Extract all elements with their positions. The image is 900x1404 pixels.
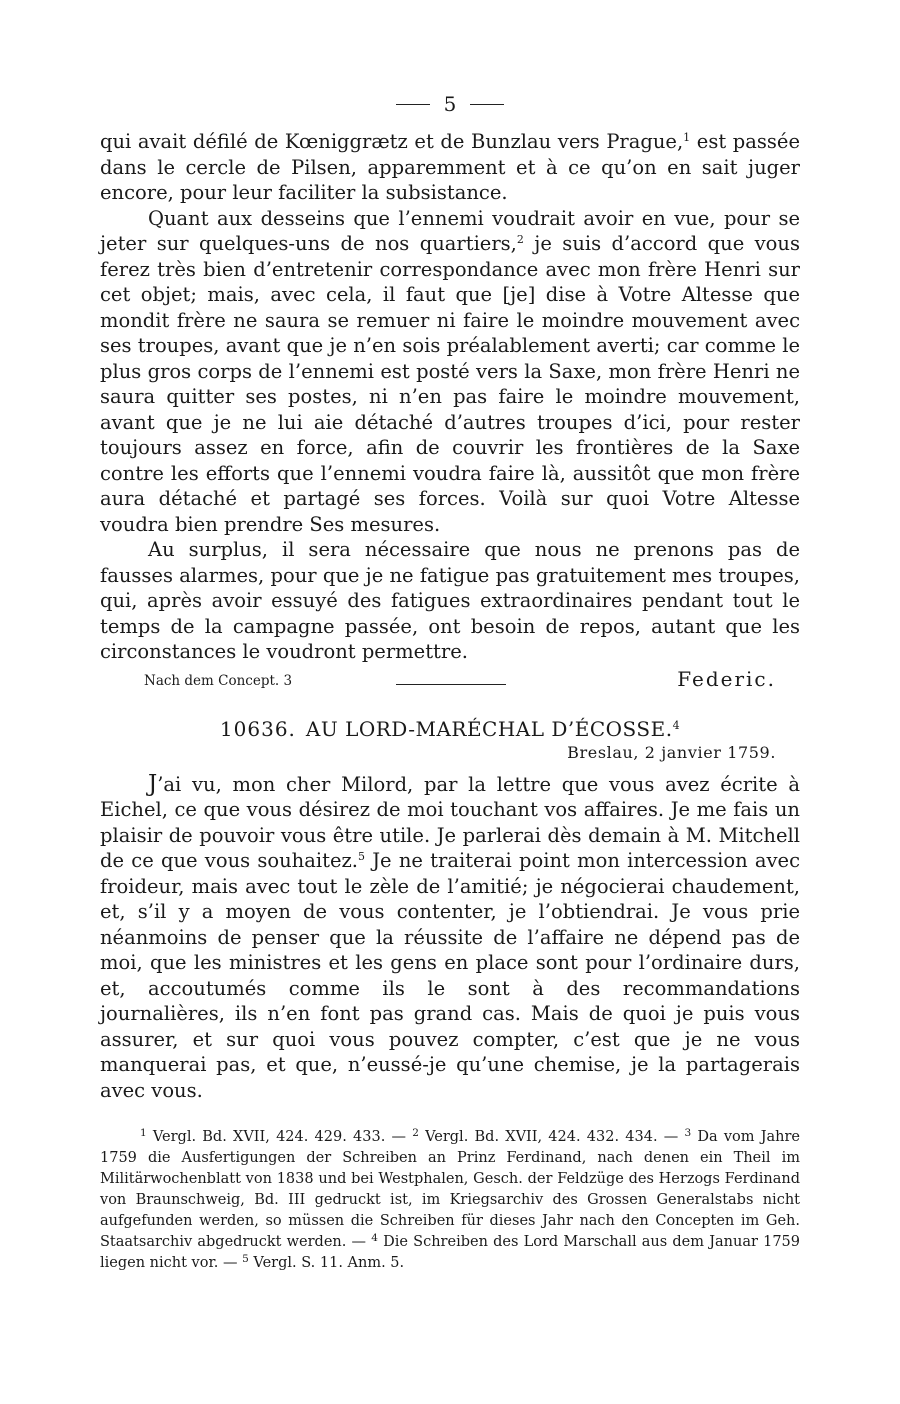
letter-2-body bbox=[100, 772, 800, 1104]
letter-number: 10636. bbox=[219, 716, 296, 741]
text-run: je suis d’accord que vous ferez très bien d’entretenir correspondance avec mon frère Henri sur cet objet; mais, avec cela, il faut que [je] dise à Votre Altesse que mondit frère ne saura se remuer ni faire le moindre mouvement avec ses troupes, avant que je n’en sois préalablement averti; car comme le plus gros corps de l’ennemi est posté vers la Saxe, mon frère Henri ne saura quitter ses postes, ni n’en pas faire le moindre mouvement, avant que je ne lui aie détaché d’autres troupes d’ici, pour rester toujours assez en force, afin de couvrir les frontières de la Saxe contre les efforts que l’ennemi voudra faire là, aussitôt que mon frère aura détaché et partagé ses forces. Voilà sur quoi Votre Altesse voudra bien prendre Ses mesures. bbox=[100, 232, 800, 536]
letter-title-footnote-mark: 4 bbox=[672, 718, 681, 732]
letter-title: AU LORD-MARÉCHAL D’ÉCOSSE. bbox=[305, 716, 673, 741]
footnotes bbox=[100, 1127, 800, 1274]
footnote-mark: 5 bbox=[357, 850, 365, 863]
footnote-text: Die Schreiben des Lord Marschall aus dem Januar 1759 liegen nicht vor. — bbox=[100, 1234, 800, 1271]
footnote-number: 3 bbox=[684, 1127, 692, 1139]
letter-2-heading bbox=[100, 717, 800, 741]
text-run: ’ai vu, mon cher Milord, par la lettre que vous avez écrite à Eichel, ce que vous désirez de moi touchant vos affaires. Je me fais un plaisir de pouvoir vous être utile. Je parlerai dès demain à M. Mitchell de ce que vous souhaitez. bbox=[100, 772, 800, 872]
dropcap: J bbox=[148, 770, 158, 797]
page-number: 5 bbox=[443, 92, 457, 116]
signature: Federic. bbox=[677, 666, 776, 691]
page-header bbox=[100, 88, 800, 120]
footnote-text: Vergl. Bd. XVII, 424. 432. 434. — bbox=[418, 1129, 685, 1145]
book-page bbox=[100, 88, 800, 1274]
source-note bbox=[144, 673, 292, 689]
paragraph bbox=[100, 537, 800, 665]
footnote-mark: 1 bbox=[683, 131, 691, 144]
header-dash-left bbox=[396, 104, 430, 105]
section-divider bbox=[396, 684, 506, 685]
footnotes-paragraph bbox=[100, 1127, 800, 1274]
text-run: est passée dans le cercle de Pilsen, apparemment et à ce qu’on en sait juger encore, pour leur faciliter la subsistance. bbox=[100, 130, 801, 204]
footnote-number: 4 bbox=[371, 1232, 378, 1244]
header-dash-right bbox=[470, 104, 504, 105]
footnote-text: Vergl. S. 11. Anm. 5. bbox=[248, 1255, 405, 1271]
footnote-text: Da vom Jahre 1759 die Ausfertigungen der Schreiben an Prinz Ferdinand, nach denen ein Theil im Militärwochenblatt von 1838 und bei Westphalen, Gesch. der Feldzüge des Herzogs Ferdinand von Braunschweig, Bd. III gedruckt ist, im Kriegsarchiv des Grossen Generalstabs nicht aufgefunden werden, so müssen die Schreiben für dieses Jahr nach den Concepten im Geh. Staatsarchiv abgedruckt werden. — bbox=[100, 1129, 801, 1250]
footnote-number: 1 bbox=[140, 1127, 147, 1139]
paragraph bbox=[100, 206, 800, 538]
dateline bbox=[100, 743, 776, 762]
footnote-text: Vergl. Bd. XVII, 424. 429. 433. — bbox=[146, 1129, 413, 1145]
footnote-number: 2 bbox=[412, 1127, 419, 1139]
paragraph bbox=[100, 129, 800, 206]
dateline-place: Breslau, bbox=[567, 742, 640, 762]
letter-1-body bbox=[100, 129, 800, 665]
footnote-number: 5 bbox=[242, 1253, 249, 1265]
text-run: qui avait défilé de Kœniggrætz et de Bunzlau vers Prague, bbox=[100, 130, 684, 153]
text-run: Quant aux desseins que l’ennemi voudrait avoir en vue, pour se jeter sur quelques-uns de nos quartiers, bbox=[100, 206, 800, 255]
text-run: Je ne traiterai point mon intercession avec froideur, mais avec tout le zèle de l’amitié; je négocierai chaudement, et, s’il y a moyen de vous contenter, je l’obtiendrai. Je vous prie néanmoins de penser que la réussite de l’affaire ne dépend pas de moi, que les ministres et les gens en place sont pour l’ordinaire durs, et, accoutumés comme ils le sont à des recommandations journalières, ils n’en font pas grand cas. Mais de quoi je puis vous assurer, et sur quoi vous pouvez compter, c’est que je ne vous manquerai pas, et que, n’eussé-je qu’une chemise, je la partagerais avec vous. bbox=[100, 849, 800, 1102]
footnote-mark: 2 bbox=[516, 233, 524, 246]
dateline-date: 2 janvier 1759. bbox=[644, 742, 776, 762]
letter-1-closing bbox=[100, 667, 800, 695]
letter-2-paragraph bbox=[100, 772, 800, 1104]
source-note-mark: 3 bbox=[283, 672, 293, 689]
text-run: Au surplus, il sera nécessaire que nous ne prenons pas de fausses alarmes, pour que je ne fatigue pas gratuitement mes troupes, qui, après avoir essuyé des fatigues extraordinaires pendant tout le temps de la campagne passée, ont besoin de repos, autant que les circonstances le voudront permettre. bbox=[100, 538, 800, 663]
source-note-text: Nach dem Concept. bbox=[144, 672, 280, 689]
